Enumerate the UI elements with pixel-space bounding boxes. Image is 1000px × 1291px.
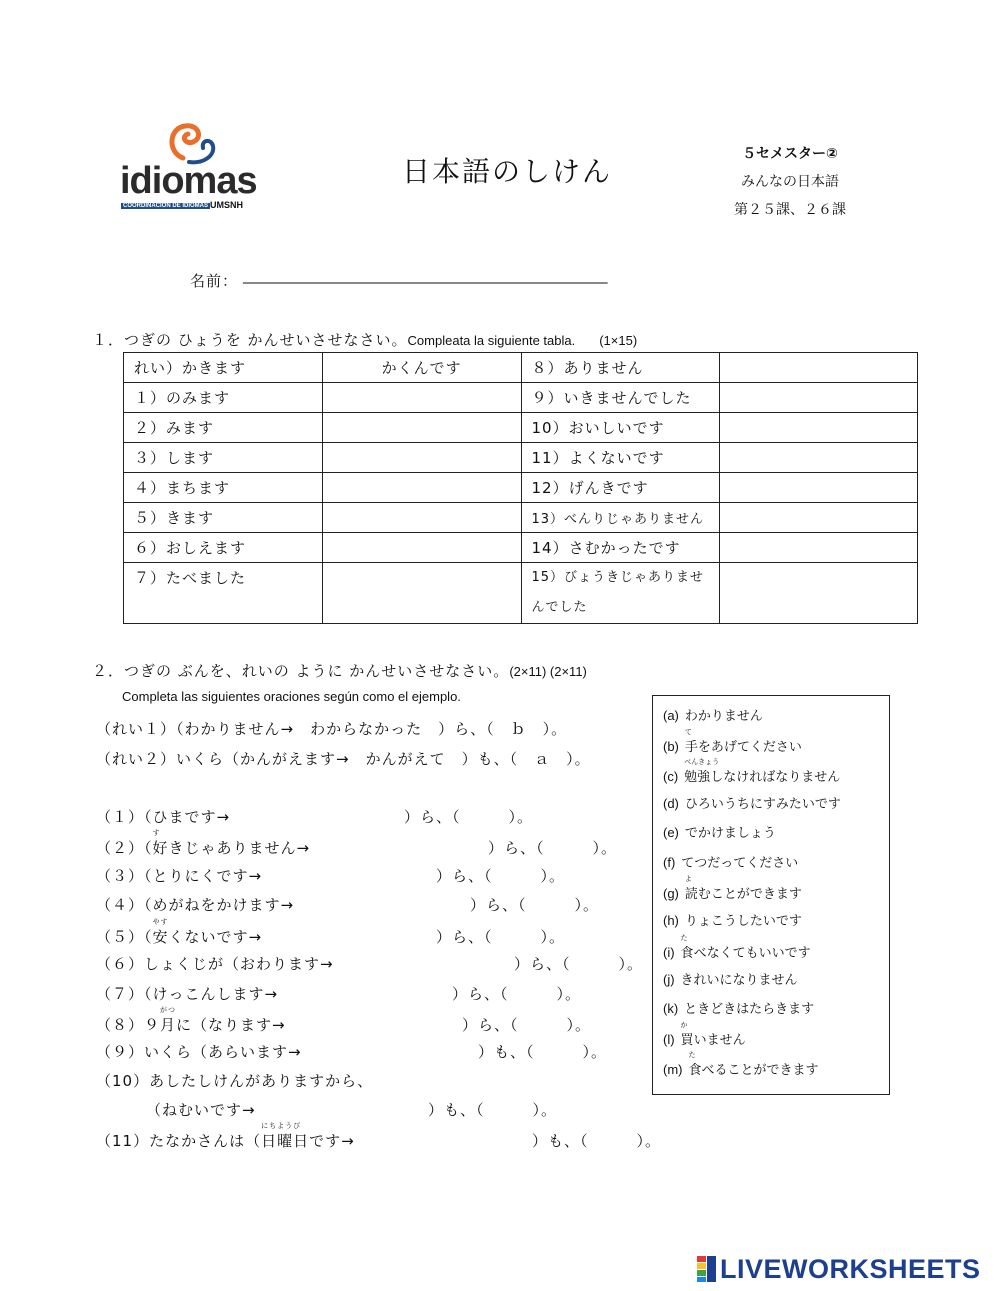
option-kanji bbox=[688, 1051, 702, 1078]
table-cell: １）のみます bbox=[124, 383, 323, 413]
question-11-end[interactable]: ）も、（ ）。 bbox=[532, 1132, 662, 1150]
option-text: わかりません bbox=[684, 709, 763, 724]
q5-furigana: やす bbox=[152, 918, 169, 926]
question-1-end[interactable]: ）ら、（ ）。 bbox=[404, 808, 534, 826]
option-text: てつだってください bbox=[681, 856, 799, 871]
answer-cell[interactable] bbox=[322, 533, 521, 563]
question-9: （９）いくら（あらいます→ bbox=[96, 1043, 302, 1061]
option-key: (d) bbox=[663, 796, 679, 811]
q5-pre: （５）（ bbox=[96, 928, 153, 946]
option-d bbox=[663, 793, 841, 812]
option-furigana: よ bbox=[684, 875, 692, 883]
section2-heading bbox=[92, 660, 587, 681]
option-k bbox=[663, 998, 814, 1017]
option-kanji bbox=[680, 934, 694, 961]
section2-instruction: Completa las siguientes oraciones según como el ejemplo. bbox=[122, 689, 461, 704]
q11-furigana: にちようび bbox=[261, 1122, 302, 1130]
option-key: (k) bbox=[663, 1001, 679, 1016]
liveworksheets-logo-icon bbox=[697, 1256, 717, 1282]
question-6: （６）しょくじが（おわります→ bbox=[96, 955, 334, 973]
question-10-line2: （ねむいです→ bbox=[146, 1101, 256, 1119]
section1-points: (1×15) bbox=[599, 333, 638, 348]
question-4-end[interactable]: ）ら、（ ）。 bbox=[470, 896, 600, 914]
option-c bbox=[663, 758, 841, 785]
table-row bbox=[124, 473, 918, 503]
answer-cell[interactable] bbox=[720, 383, 918, 413]
logo-swirl-icon bbox=[163, 118, 219, 166]
option-a bbox=[663, 705, 763, 724]
option-furigana: か bbox=[680, 1021, 688, 1029]
option-key: (g) bbox=[663, 886, 679, 901]
answer-cell[interactable] bbox=[322, 563, 521, 624]
question-3-end[interactable]: ）ら、（ ）。 bbox=[436, 867, 566, 885]
option-h bbox=[663, 910, 802, 929]
option-kanji-text: 買 bbox=[680, 1033, 694, 1048]
question-1: （１）（ひまです→ bbox=[96, 808, 231, 826]
option-text: むことができます bbox=[697, 887, 802, 902]
answer-cell[interactable] bbox=[720, 473, 918, 503]
table-cell: 15）びょうきじゃありませんでした bbox=[521, 563, 720, 624]
q5-kanji-text: 安 bbox=[152, 928, 169, 946]
option-key: (j) bbox=[663, 972, 675, 987]
answer-options-box bbox=[652, 695, 890, 1095]
option-furigana: た bbox=[680, 934, 688, 942]
option-key: (h) bbox=[663, 913, 679, 928]
table-cell: ６）おしえます bbox=[124, 533, 323, 563]
header-info bbox=[700, 140, 880, 224]
option-key: (l) bbox=[663, 1032, 675, 1047]
option-text: いません bbox=[693, 1033, 746, 1048]
section1-heading-jp: １．つぎの ひょうを かんせいさせなさい。 bbox=[92, 331, 408, 349]
table-cell: れい）かきます bbox=[124, 353, 323, 383]
option-key: (e) bbox=[663, 825, 679, 840]
name-field[interactable]: ________________________________________________________ bbox=[243, 268, 607, 284]
q8-pre: （８）９ bbox=[96, 1016, 161, 1034]
question-7-end[interactable]: ）ら、（ ）。 bbox=[452, 985, 582, 1003]
option-kanji-text: 手 bbox=[684, 740, 698, 755]
option-l bbox=[663, 1021, 746, 1048]
table-row bbox=[124, 503, 918, 533]
table-cell: 14）さむかったです bbox=[521, 533, 720, 563]
option-key: (a) bbox=[663, 708, 679, 723]
option-f bbox=[663, 852, 798, 871]
option-kanji bbox=[684, 728, 698, 755]
table-cell: ４）まちます bbox=[124, 473, 323, 503]
table-cell: ３）します bbox=[124, 443, 323, 473]
table-cell: 13）べんりじゃありません bbox=[521, 503, 720, 533]
question-4: （４）（めがねをかけます→ bbox=[96, 896, 295, 914]
option-text: でかけましょう bbox=[684, 826, 776, 841]
table-row bbox=[124, 563, 918, 624]
question-3: （３）（とりにくです→ bbox=[96, 867, 263, 885]
table-cell: ５）きます bbox=[124, 503, 323, 533]
option-text: べることができます bbox=[701, 1063, 819, 1078]
option-text: ひろいうちにすみたいです bbox=[684, 797, 841, 812]
semester-label: ５セメスター② bbox=[742, 146, 838, 162]
logo-sub-bar: COORDINACIÓN DE IDIOMAS bbox=[123, 202, 209, 209]
q2-kanji bbox=[152, 829, 169, 858]
question-10: （10）あしたしけんがありますから、 bbox=[96, 1072, 374, 1090]
q11-pre: （11）たなかさんは（ bbox=[96, 1132, 262, 1150]
answer-cell[interactable] bbox=[720, 413, 918, 443]
table-cell: かくんです bbox=[322, 353, 521, 383]
q2-post: きじゃありません→ bbox=[168, 839, 311, 857]
section1-heading bbox=[92, 329, 637, 350]
liveworksheets-brand[interactable] bbox=[697, 1254, 981, 1285]
q5-kanji bbox=[152, 918, 169, 947]
option-i bbox=[663, 934, 811, 961]
option-text: をあげてください bbox=[697, 740, 802, 755]
answer-cell[interactable] bbox=[322, 473, 521, 503]
q2-furigana: す bbox=[152, 829, 161, 837]
option-g bbox=[663, 875, 802, 902]
question-2-end[interactable]: ）ら、（ ）。 bbox=[488, 839, 618, 857]
q11-kanji-text: 日曜日 bbox=[261, 1132, 310, 1150]
logo-text: idiomas bbox=[120, 160, 257, 202]
q11-post: です→ bbox=[309, 1132, 355, 1150]
section2-points: (2×11) (2×11) bbox=[509, 664, 587, 679]
question-2 bbox=[96, 829, 311, 858]
question-7: （７）（けっこんします→ bbox=[96, 985, 279, 1003]
table-row bbox=[124, 383, 918, 413]
option-text: ときどきはたらきます bbox=[684, 1002, 815, 1017]
section2-heading-jp: ２．つぎの ぶんを、れいの ように かんせいさせなさい。 bbox=[92, 662, 510, 680]
table-cell: ７）たべました bbox=[124, 563, 323, 624]
q5-post: くないです→ bbox=[168, 928, 263, 946]
answer-cell[interactable] bbox=[720, 533, 918, 563]
name-label: 名前： bbox=[190, 272, 239, 290]
q2-kanji-text: 好 bbox=[152, 839, 169, 857]
answer-cell[interactable] bbox=[720, 563, 918, 624]
option-key: (c) bbox=[663, 769, 679, 784]
table-cell: 11）よくないです bbox=[521, 443, 720, 473]
q8-kanji bbox=[160, 1006, 177, 1035]
question-6-end[interactable]: ）ら、（ ）。 bbox=[514, 955, 644, 973]
q8-furigana: がつ bbox=[160, 1006, 177, 1014]
option-key: (i) bbox=[663, 945, 675, 960]
lessons-label: 第２５課、２６課 bbox=[734, 202, 846, 218]
table-row bbox=[124, 353, 918, 383]
question-10-end[interactable]: ）も、（ ）。 bbox=[428, 1101, 558, 1119]
table-cell: ９）いきませんでした bbox=[521, 383, 720, 413]
question-8 bbox=[96, 1006, 286, 1035]
textbook-label: みんなの日本語 bbox=[741, 174, 839, 190]
page-title: 日本語のしけん bbox=[402, 155, 613, 188]
table-row bbox=[124, 533, 918, 563]
table-cell: 10）おいしいです bbox=[521, 413, 720, 443]
answer-cell[interactable] bbox=[322, 443, 521, 473]
q8-kanji-text: 月 bbox=[160, 1016, 177, 1034]
logo-subtitle bbox=[121, 200, 243, 210]
table-cell: ２）みます bbox=[124, 413, 323, 443]
option-kanji bbox=[684, 758, 720, 785]
option-kanji-text: 勉強 bbox=[684, 770, 711, 785]
option-j bbox=[663, 969, 798, 988]
option-key: (b) bbox=[663, 739, 679, 754]
option-b bbox=[663, 728, 802, 755]
example-1: （れい１）（わかりません→ わからなかった ）ら、（ ｂ ）。 bbox=[96, 720, 568, 738]
question-8-end[interactable]: ）ら、（ ）。 bbox=[462, 1016, 592, 1034]
question-11 bbox=[96, 1122, 355, 1151]
section1-heading-es: Compleata la siguiente tabla. bbox=[407, 333, 576, 348]
option-furigana: て bbox=[684, 728, 692, 736]
question-9-end[interactable]: ）も、（ ）。 bbox=[478, 1043, 608, 1061]
option-kanji bbox=[680, 1021, 694, 1048]
option-text: しなければなりません bbox=[710, 770, 841, 785]
question-5 bbox=[96, 918, 263, 947]
answer-cell[interactable] bbox=[720, 503, 918, 533]
option-text: りょこうしたいです bbox=[684, 914, 802, 929]
answer-cell[interactable] bbox=[322, 413, 521, 443]
table-cell: 12）げんきです bbox=[521, 473, 720, 503]
answer-cell[interactable] bbox=[322, 383, 521, 413]
brand-text: LIVEWORKSHEETS bbox=[720, 1254, 981, 1284]
option-kanji-text: 食 bbox=[680, 946, 694, 961]
table-row bbox=[124, 443, 918, 473]
q8-post: に（なります→ bbox=[176, 1016, 286, 1034]
example-2: （れい２）いくら（かんがえます→ かんがえて ）も、（ ａ ）。 bbox=[96, 750, 591, 768]
table-cell: ８）ありません bbox=[521, 353, 720, 383]
answer-cell[interactable] bbox=[720, 443, 918, 473]
option-kanji-text: 食 bbox=[688, 1063, 702, 1078]
option-text: きれいになりません bbox=[680, 973, 798, 988]
option-furigana: べんきょう bbox=[684, 758, 720, 766]
question-5-end[interactable]: ）ら、（ ）。 bbox=[436, 928, 566, 946]
conjugation-table bbox=[123, 352, 918, 624]
option-key: (f) bbox=[663, 855, 676, 870]
option-kanji bbox=[684, 875, 698, 902]
option-furigana: た bbox=[688, 1051, 696, 1059]
q11-kanji bbox=[261, 1122, 310, 1151]
option-key: (m) bbox=[663, 1062, 683, 1077]
table-row bbox=[124, 413, 918, 443]
answer-cell[interactable] bbox=[720, 353, 918, 383]
option-text: べなくてもいいです bbox=[693, 946, 811, 961]
q2-pre: （２）（ bbox=[96, 839, 153, 857]
option-kanji-text: 読 bbox=[684, 887, 698, 902]
logo-sub-org: UMSNH bbox=[210, 200, 244, 210]
option-m bbox=[663, 1051, 819, 1078]
option-e bbox=[663, 822, 776, 841]
answer-cell[interactable] bbox=[322, 503, 521, 533]
